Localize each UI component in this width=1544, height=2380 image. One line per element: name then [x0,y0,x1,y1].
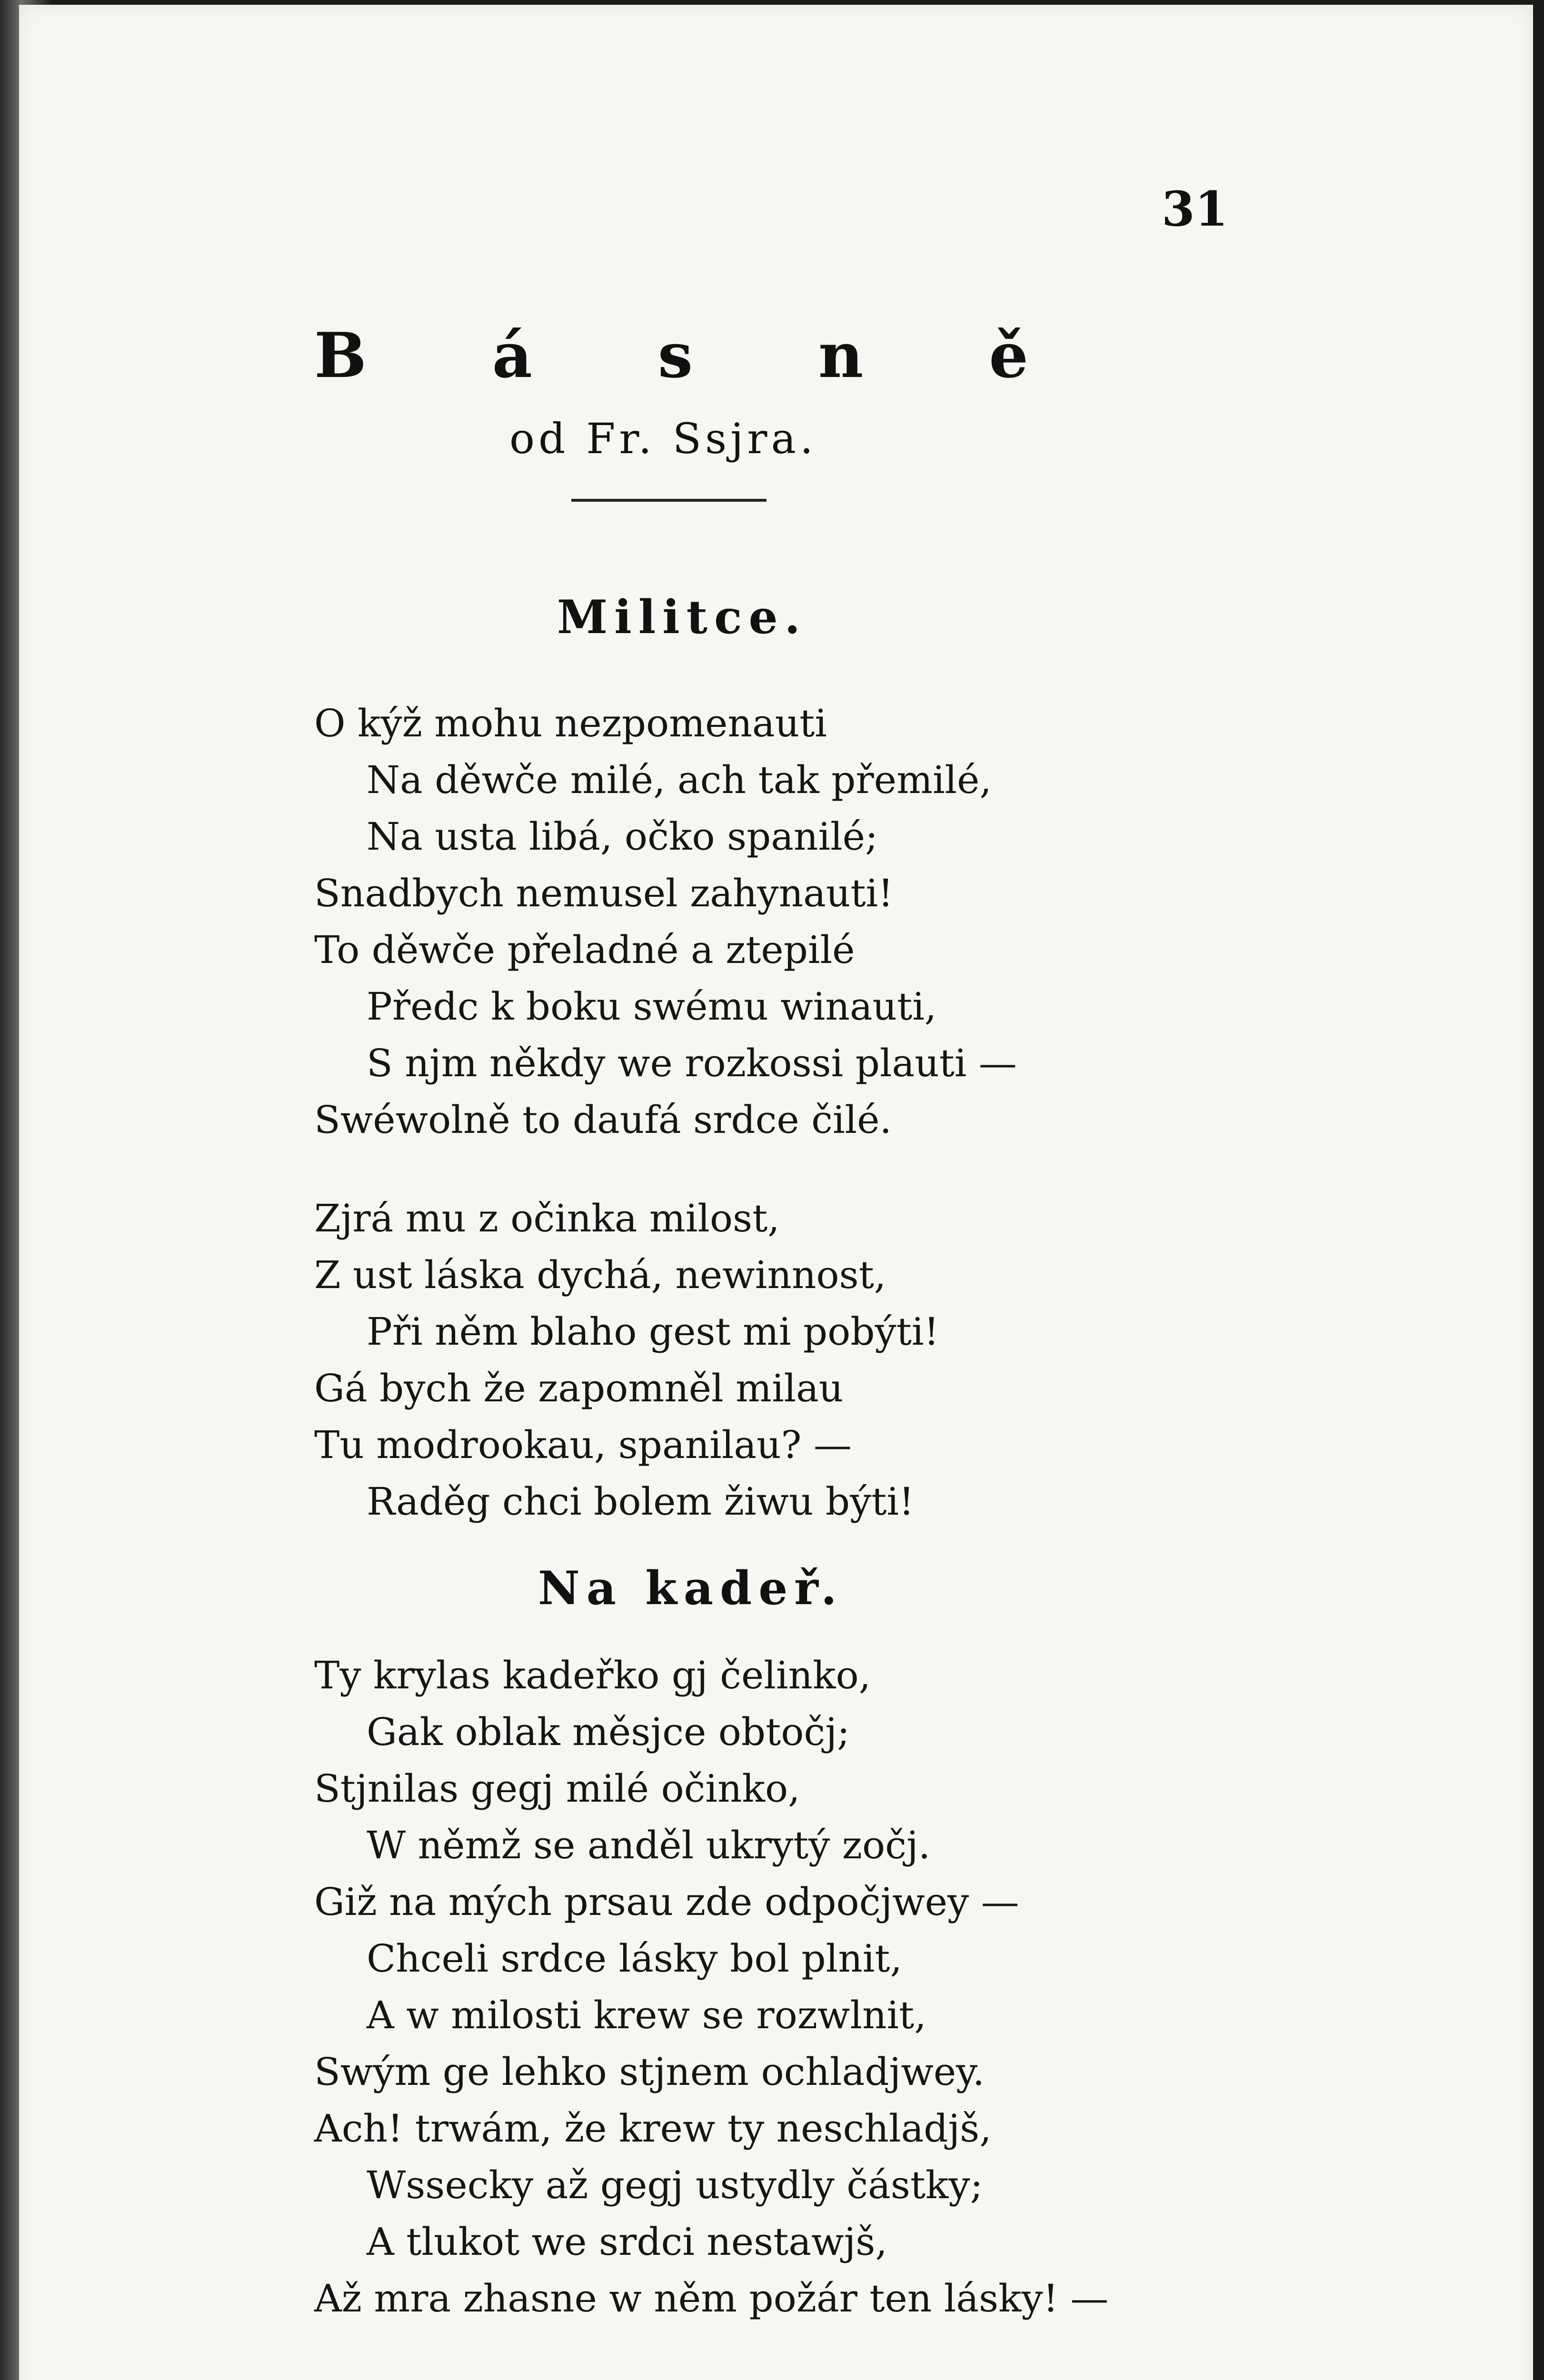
verse-line: Na děwče milé, ach tak přemilé, [367,758,992,802]
verse-line: A tlukot we srdci nestawjš, [367,2220,887,2264]
title-letter: ě [989,319,1028,392]
verse-line: Z ust láska dychá, newinnost, [314,1253,887,1297]
page-title [314,319,1028,392]
verse-line: Ach! trwám, že krew ty neschladjš, [314,2106,992,2151]
title-letter: á [492,319,532,392]
title-letter: n [818,319,864,392]
verse-line: W němž se anděl ukrytý zočj. [367,1823,931,1867]
verse-line: Wssecky až gegj ustydly částky; [367,2163,983,2207]
verse-line: To děwče přeladné a ztepilé [314,928,855,972]
verse-line: O kýž mohu nezpomenauti [314,701,827,745]
verse-line: Zjrá mu z očinka milost, [314,1196,780,1240]
page-number: 31 [1162,181,1228,237]
verse-line: Snadbych nemusel zahynauti! [314,871,894,915]
subtitle: od Fr. Ssjra. [509,414,817,463]
verse-line: Swéwolně to daufá srdce čilé. [314,1098,892,1142]
title-letter: s [657,319,693,392]
verse-line: Swým ge lehko stjnem ochladjwey. [314,2050,985,2094]
verse-line: Tu modrookau, spanilau? — [314,1423,852,1467]
verse-line: Ty krylas kadeřko gj čelinko, [314,1653,871,1697]
verse-line: Při něm blaho gest mi pobýti! [367,1309,939,1354]
poem1-heading: Militce. [557,590,807,644]
title-letter: B [314,319,367,392]
verse-line: Raděg chci bolem žiwu býti! [367,1479,915,1524]
verse-line: Giž na mých prsau zde odpočjwey — [314,1880,1019,1924]
verse-line: Předc k boku swému winauti, [367,984,937,1029]
verse-line: Gá bych že zapomněl milau [314,1366,844,1410]
poem1-stanza2 [314,1190,939,1530]
poem1-stanza1 [314,695,1017,1148]
verse-line: Na usta libá, očko spanilé; [367,814,878,859]
verse-line: S njm někdy we rozkossi plauti — [367,1041,1017,1085]
poem2-lines [314,1647,1108,2327]
verse-line: Stjnilas gegj milé očinko, [314,1766,800,1811]
verse-line: A w milosti krew se rozwlnit, [367,1993,926,2037]
divider [571,499,767,502]
verse-line: Gak oblak měsjce obtočj; [367,1710,850,1754]
poem2-heading: Na kadeř. [538,1561,844,1615]
verse-line: Chceli srdce lásky bol plnit, [367,1936,902,1981]
verse-line: Až mra zhasne w něm požár ten lásky! — [314,2276,1109,2320]
